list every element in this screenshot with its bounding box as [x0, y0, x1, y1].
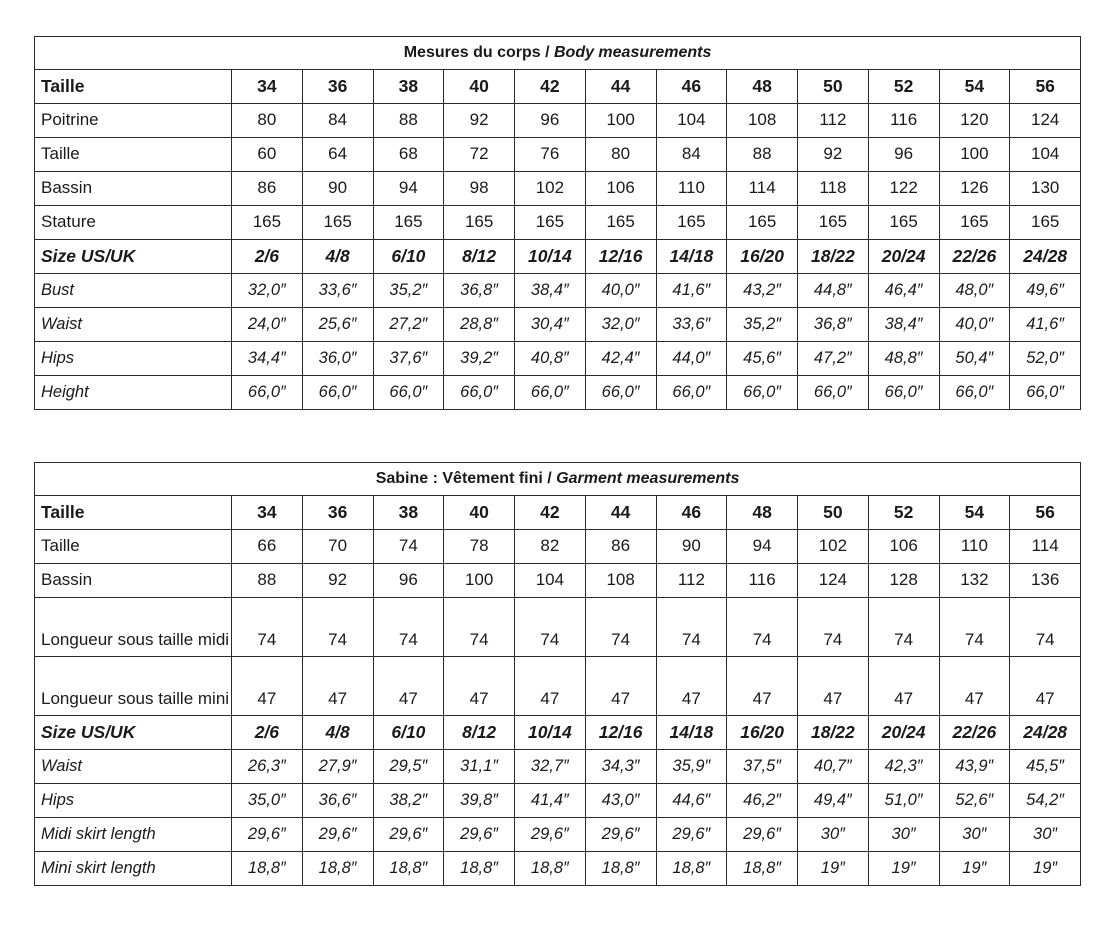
size-cell: 52 [868, 70, 939, 104]
size-cell: 44 [585, 496, 656, 530]
value-cell: 92 [798, 138, 869, 172]
value-cell: 86 [232, 172, 303, 206]
value-cell: 118 [798, 172, 869, 206]
size-cell: 54 [939, 70, 1010, 104]
value-cell: 18,8″ [444, 852, 515, 886]
value-cell: 18,8″ [585, 852, 656, 886]
value-cell: 36,0″ [302, 342, 373, 376]
size-cell: 2/6 [232, 240, 303, 274]
table-row [35, 342, 1081, 376]
value-cell: 33,6″ [656, 308, 727, 342]
table-row [35, 172, 1081, 206]
size-cell: 34 [232, 496, 303, 530]
value-cell: 165 [302, 206, 373, 240]
value-cell: 74 [939, 598, 1010, 657]
value-cell: 96 [373, 564, 444, 598]
value-cell: 104 [515, 564, 586, 598]
value-cell: 48,8″ [868, 342, 939, 376]
value-cell: 34,3″ [585, 750, 656, 784]
title-row [35, 463, 1081, 496]
value-cell: 90 [656, 530, 727, 564]
value-cell: 29,6″ [585, 818, 656, 852]
value-cell: 40,8″ [515, 342, 586, 376]
value-cell: 41,6″ [1010, 308, 1081, 342]
table-row [35, 564, 1081, 598]
value-cell: 165 [232, 206, 303, 240]
table-row [35, 104, 1081, 138]
value-cell: 66,0″ [302, 376, 373, 410]
value-cell: 114 [727, 172, 798, 206]
table-row [35, 852, 1081, 886]
size-cell: 50 [798, 496, 869, 530]
value-cell: 34,4″ [232, 342, 303, 376]
value-cell: 32,0″ [585, 308, 656, 342]
value-cell: 32,0″ [232, 274, 303, 308]
value-cell: 44,8″ [798, 274, 869, 308]
value-cell: 47 [515, 657, 586, 716]
value-cell: 30″ [1010, 818, 1081, 852]
table-row [35, 657, 1081, 716]
value-cell: 116 [727, 564, 798, 598]
value-cell: 110 [939, 530, 1010, 564]
size-cell: 24/28 [1010, 716, 1081, 750]
value-cell: 47 [727, 657, 798, 716]
value-cell: 120 [939, 104, 1010, 138]
value-cell: 38,2″ [373, 784, 444, 818]
row-label: Taille [35, 530, 232, 564]
value-cell: 42,3″ [868, 750, 939, 784]
value-cell: 74 [232, 598, 303, 657]
value-cell: 19″ [939, 852, 1010, 886]
value-cell: 70 [302, 530, 373, 564]
value-cell: 29,6″ [444, 818, 515, 852]
value-cell: 45,6″ [727, 342, 798, 376]
value-cell: 29,6″ [373, 818, 444, 852]
table-row [35, 598, 1081, 657]
size-cell: 12/16 [585, 240, 656, 274]
value-cell: 43,2″ [727, 274, 798, 308]
row-label: Stature [35, 206, 232, 240]
table-row [35, 138, 1081, 172]
value-cell: 37,6″ [373, 342, 444, 376]
value-cell: 165 [727, 206, 798, 240]
value-cell: 92 [444, 104, 515, 138]
value-cell: 74 [515, 598, 586, 657]
value-cell: 49,6″ [1010, 274, 1081, 308]
value-cell: 66,0″ [585, 376, 656, 410]
size-cell: 36 [302, 496, 373, 530]
value-cell: 90 [302, 172, 373, 206]
value-cell: 33,6″ [302, 274, 373, 308]
value-cell: 76 [515, 138, 586, 172]
value-cell: 29,6″ [727, 818, 798, 852]
value-cell: 80 [232, 104, 303, 138]
size-cell: 36 [302, 70, 373, 104]
value-cell: 30″ [868, 818, 939, 852]
value-cell: 74 [585, 598, 656, 657]
table-title-en: Body measurements [553, 44, 712, 62]
value-cell: 66,0″ [444, 376, 515, 410]
table-row [35, 206, 1081, 240]
size-cell: 8/12 [444, 240, 515, 274]
value-cell: 104 [656, 104, 727, 138]
value-cell: 102 [515, 172, 586, 206]
size-cell: 10/14 [515, 240, 586, 274]
body-measurements-table [34, 36, 1081, 410]
value-cell: 66,0″ [727, 376, 798, 410]
size-cell: 22/26 [939, 240, 1010, 274]
value-cell: 128 [868, 564, 939, 598]
value-cell: 74 [868, 598, 939, 657]
size-cell: 16/20 [727, 716, 798, 750]
value-cell: 46,2″ [727, 784, 798, 818]
size-cell: 10/14 [515, 716, 586, 750]
value-cell: 74 [1010, 598, 1081, 657]
table-row [35, 530, 1081, 564]
table-row [35, 818, 1081, 852]
size-cell: 42 [515, 496, 586, 530]
value-cell: 36,8″ [798, 308, 869, 342]
value-cell: 27,2″ [373, 308, 444, 342]
value-cell: 44,0″ [656, 342, 727, 376]
value-cell: 47,2″ [798, 342, 869, 376]
value-cell: 47 [939, 657, 1010, 716]
value-cell: 40,7″ [798, 750, 869, 784]
value-cell: 35,2″ [727, 308, 798, 342]
row-label: Mini skirt length [35, 852, 232, 886]
value-cell: 165 [939, 206, 1010, 240]
value-cell: 132 [939, 564, 1010, 598]
value-cell: 66 [232, 530, 303, 564]
value-cell: 66,0″ [656, 376, 727, 410]
value-cell: 39,8″ [444, 784, 515, 818]
row-label: Hips [35, 784, 232, 818]
size-cell: 44 [585, 70, 656, 104]
size-cell: 34 [232, 70, 303, 104]
size-cell: 18/22 [798, 716, 869, 750]
row-label: Midi skirt length [35, 818, 232, 852]
value-cell: 88 [727, 138, 798, 172]
value-cell: 108 [585, 564, 656, 598]
value-cell: 122 [868, 172, 939, 206]
value-cell: 124 [798, 564, 869, 598]
value-cell: 100 [585, 104, 656, 138]
size-cell: 12/16 [585, 716, 656, 750]
value-cell: 47 [1010, 657, 1081, 716]
value-cell: 66,0″ [868, 376, 939, 410]
value-cell: 64 [302, 138, 373, 172]
value-cell: 18,8″ [232, 852, 303, 886]
value-cell: 124 [1010, 104, 1081, 138]
value-cell: 30,4″ [515, 308, 586, 342]
row-label: Poitrine [35, 104, 232, 138]
size-cell: 52 [868, 496, 939, 530]
value-cell: 60 [232, 138, 303, 172]
size-cell: 4/8 [302, 240, 373, 274]
value-cell: 18,8″ [656, 852, 727, 886]
value-cell: 38,4″ [515, 274, 586, 308]
value-cell: 31,1″ [444, 750, 515, 784]
value-cell: 88 [373, 104, 444, 138]
row-label: Taille [35, 70, 232, 104]
table-title-fr: Sabine : Vêtement fini / [375, 470, 557, 488]
size-cell: 48 [727, 70, 798, 104]
value-cell: 44,6″ [656, 784, 727, 818]
value-cell: 96 [868, 138, 939, 172]
value-cell: 94 [373, 172, 444, 206]
size-cell: 38 [373, 70, 444, 104]
value-cell: 130 [1010, 172, 1081, 206]
table-title-en: Garment measurements [556, 470, 740, 488]
value-cell: 18,8″ [727, 852, 798, 886]
garment-measurements-table [34, 462, 1081, 886]
value-cell: 19″ [798, 852, 869, 886]
value-cell: 37,5″ [727, 750, 798, 784]
size-cell: 38 [373, 496, 444, 530]
value-cell: 18,8″ [515, 852, 586, 886]
row-label: Height [35, 376, 232, 410]
value-cell: 84 [656, 138, 727, 172]
table-title [35, 37, 1081, 70]
size-cell: 14/18 [656, 716, 727, 750]
value-cell: 47 [373, 657, 444, 716]
size-cell: 8/12 [444, 716, 515, 750]
value-cell: 66,0″ [798, 376, 869, 410]
table-row [35, 274, 1081, 308]
table-title [35, 463, 1081, 496]
row-label: Size US/UK [35, 240, 232, 274]
value-cell: 74 [302, 598, 373, 657]
value-cell: 165 [868, 206, 939, 240]
size-cell: 6/10 [373, 240, 444, 274]
value-cell: 94 [727, 530, 798, 564]
value-cell: 29,6″ [515, 818, 586, 852]
size-header-row [35, 70, 1081, 104]
size-cell: 56 [1010, 70, 1081, 104]
value-cell: 25,6″ [302, 308, 373, 342]
value-cell: 54,2″ [1010, 784, 1081, 818]
value-cell: 165 [798, 206, 869, 240]
value-cell: 42,4″ [585, 342, 656, 376]
table-row [35, 376, 1081, 410]
value-cell: 35,2″ [373, 274, 444, 308]
size-cell: 40 [444, 496, 515, 530]
value-cell: 45,5″ [1010, 750, 1081, 784]
value-cell: 82 [515, 530, 586, 564]
value-cell: 52,0″ [1010, 342, 1081, 376]
size-cell: 42 [515, 70, 586, 104]
value-cell: 41,4″ [515, 784, 586, 818]
row-label: Longueur sous taille mini [35, 657, 232, 716]
row-label: Taille [35, 138, 232, 172]
value-cell: 47 [444, 657, 515, 716]
size-cell: 56 [1010, 496, 1081, 530]
value-cell: 110 [656, 172, 727, 206]
value-cell: 39,2″ [444, 342, 515, 376]
value-cell: 114 [1010, 530, 1081, 564]
size-cell: 22/26 [939, 716, 1010, 750]
value-cell: 108 [727, 104, 798, 138]
value-cell: 165 [515, 206, 586, 240]
value-cell: 96 [515, 104, 586, 138]
value-cell: 165 [1010, 206, 1081, 240]
value-cell: 165 [585, 206, 656, 240]
us-size-header-row [35, 716, 1081, 750]
value-cell: 80 [585, 138, 656, 172]
value-cell: 74 [373, 598, 444, 657]
value-cell: 112 [798, 104, 869, 138]
value-cell: 52,6″ [939, 784, 1010, 818]
value-cell: 38,4″ [868, 308, 939, 342]
value-cell: 47 [232, 657, 303, 716]
value-cell: 88 [232, 564, 303, 598]
value-cell: 116 [868, 104, 939, 138]
table-row [35, 784, 1081, 818]
value-cell: 100 [939, 138, 1010, 172]
value-cell: 30″ [798, 818, 869, 852]
value-cell: 19″ [1010, 852, 1081, 886]
value-cell: 66,0″ [515, 376, 586, 410]
value-cell: 68 [373, 138, 444, 172]
value-cell: 47 [585, 657, 656, 716]
value-cell: 47 [656, 657, 727, 716]
value-cell: 66,0″ [939, 376, 1010, 410]
value-cell: 74 [373, 530, 444, 564]
value-cell: 36,6″ [302, 784, 373, 818]
size-cell: 46 [656, 496, 727, 530]
row-label: Waist [35, 750, 232, 784]
value-cell: 43,0″ [585, 784, 656, 818]
table-row [35, 308, 1081, 342]
value-cell: 41,6″ [656, 274, 727, 308]
value-cell: 29,6″ [232, 818, 303, 852]
value-cell: 32,7″ [515, 750, 586, 784]
value-cell: 29,6″ [656, 818, 727, 852]
size-cell: 18/22 [798, 240, 869, 274]
value-cell: 40,0″ [939, 308, 1010, 342]
size-header-row [35, 496, 1081, 530]
value-cell: 74 [444, 598, 515, 657]
value-cell: 43,9″ [939, 750, 1010, 784]
value-cell: 74 [798, 598, 869, 657]
table-title-fr: Mesures du corps / [403, 44, 554, 62]
value-cell: 29,5″ [373, 750, 444, 784]
value-cell: 84 [302, 104, 373, 138]
value-cell: 18,8″ [373, 852, 444, 886]
value-cell: 47 [302, 657, 373, 716]
row-label: Hips [35, 342, 232, 376]
size-cell: 16/20 [727, 240, 798, 274]
row-label: Longueur sous taille midi [35, 598, 232, 657]
value-cell: 86 [585, 530, 656, 564]
value-cell: 66,0″ [373, 376, 444, 410]
value-cell: 165 [373, 206, 444, 240]
value-cell: 72 [444, 138, 515, 172]
value-cell: 74 [727, 598, 798, 657]
table-row [35, 750, 1081, 784]
value-cell: 47 [798, 657, 869, 716]
row-label: Taille [35, 496, 232, 530]
value-cell: 27,9″ [302, 750, 373, 784]
value-cell: 50,4″ [939, 342, 1010, 376]
value-cell: 19″ [868, 852, 939, 886]
value-cell: 35,9″ [656, 750, 727, 784]
value-cell: 102 [798, 530, 869, 564]
size-cell: 46 [656, 70, 727, 104]
title-row [35, 37, 1081, 70]
value-cell: 28,8″ [444, 308, 515, 342]
us-size-header-row [35, 240, 1081, 274]
value-cell: 46,4″ [868, 274, 939, 308]
value-cell: 66,0″ [232, 376, 303, 410]
size-cell: 6/10 [373, 716, 444, 750]
value-cell: 24,0″ [232, 308, 303, 342]
value-cell: 78 [444, 530, 515, 564]
size-cell: 20/24 [868, 240, 939, 274]
value-cell: 40,0″ [585, 274, 656, 308]
value-cell: 29,6″ [302, 818, 373, 852]
value-cell: 49,4″ [798, 784, 869, 818]
value-cell: 126 [939, 172, 1010, 206]
value-cell: 47 [868, 657, 939, 716]
value-cell: 36,8″ [444, 274, 515, 308]
row-label: Bassin [35, 564, 232, 598]
value-cell: 106 [868, 530, 939, 564]
value-cell: 66,0″ [1010, 376, 1081, 410]
value-cell: 26,3″ [232, 750, 303, 784]
value-cell: 165 [444, 206, 515, 240]
row-label: Bust [35, 274, 232, 308]
value-cell: 165 [656, 206, 727, 240]
value-cell: 30″ [939, 818, 1010, 852]
value-cell: 112 [656, 564, 727, 598]
value-cell: 100 [444, 564, 515, 598]
value-cell: 48,0″ [939, 274, 1010, 308]
size-cell: 2/6 [232, 716, 303, 750]
row-label: Size US/UK [35, 716, 232, 750]
value-cell: 51,0″ [868, 784, 939, 818]
value-cell: 106 [585, 172, 656, 206]
size-cell: 20/24 [868, 716, 939, 750]
value-cell: 98 [444, 172, 515, 206]
value-cell: 18,8″ [302, 852, 373, 886]
value-cell: 92 [302, 564, 373, 598]
size-cell: 48 [727, 496, 798, 530]
row-label: Waist [35, 308, 232, 342]
value-cell: 104 [1010, 138, 1081, 172]
size-cell: 50 [798, 70, 869, 104]
value-cell: 35,0″ [232, 784, 303, 818]
size-cell: 54 [939, 496, 1010, 530]
row-label: Bassin [35, 172, 232, 206]
value-cell: 74 [656, 598, 727, 657]
value-cell: 136 [1010, 564, 1081, 598]
size-cell: 24/28 [1010, 240, 1081, 274]
size-cell: 40 [444, 70, 515, 104]
size-cell: 14/18 [656, 240, 727, 274]
size-cell: 4/8 [302, 716, 373, 750]
